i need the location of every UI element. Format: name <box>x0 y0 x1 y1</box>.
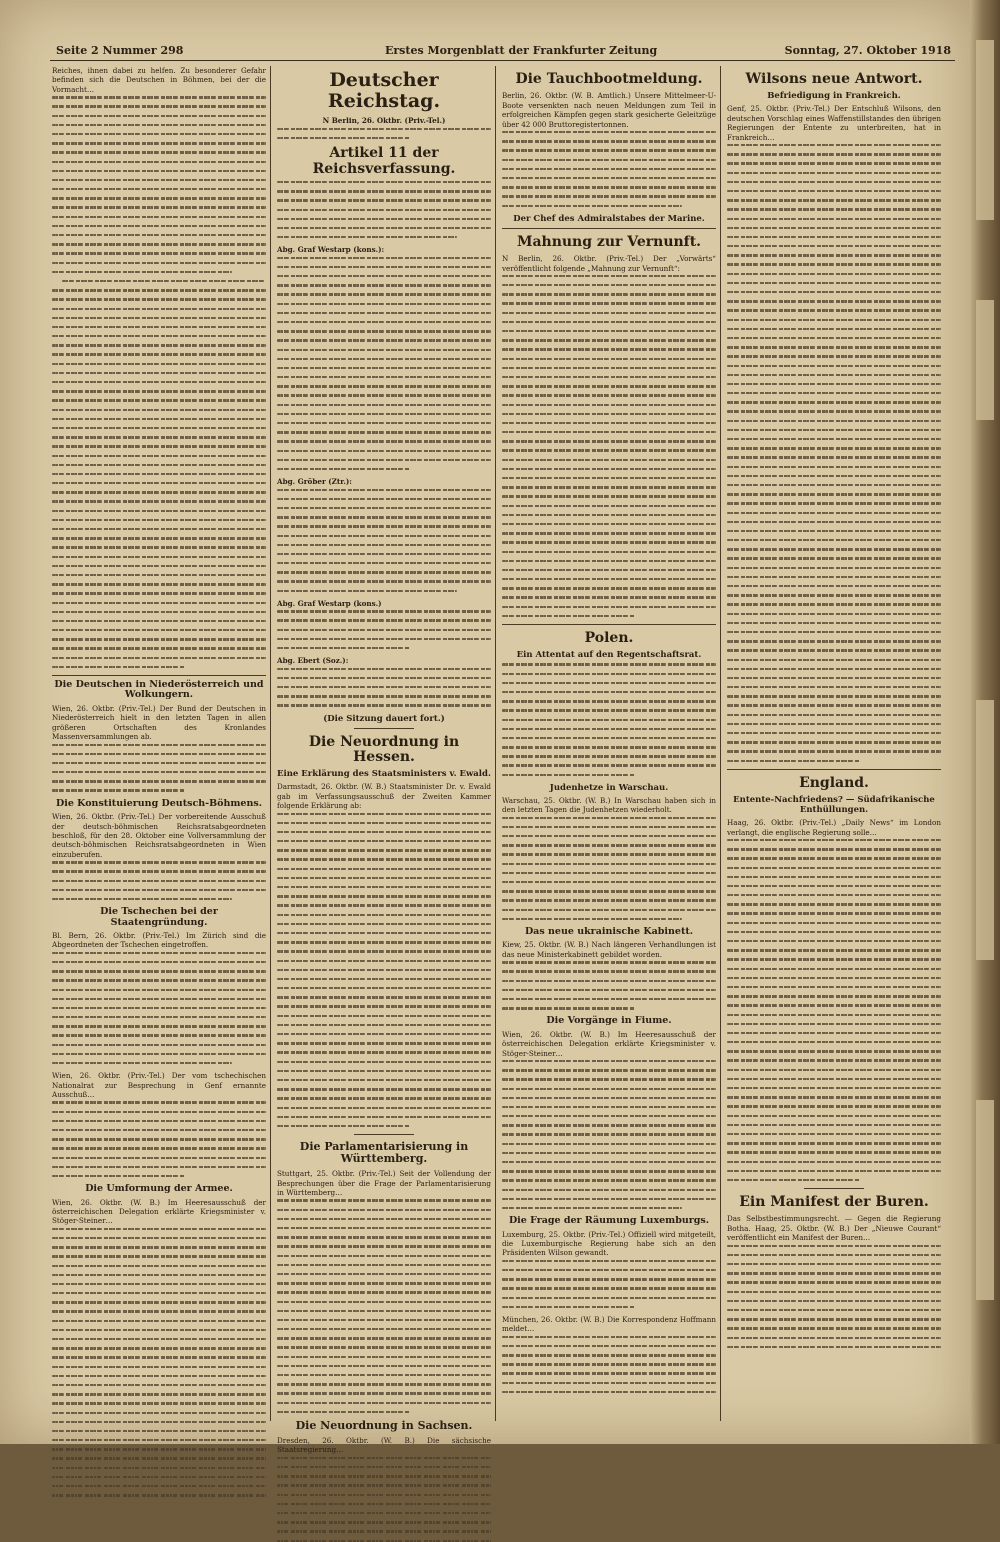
section-heading: Die Konstituierung Deutsch-Böhmens. <box>55 797 263 809</box>
session-note: (Die Sitzung dauert fort.) <box>323 713 445 724</box>
speaker-name: Abg. Ebert (Soz.): <box>277 656 349 666</box>
section-subheading: Ein Attentat auf den Regentschaftsrat. <box>516 650 702 661</box>
section-heading: Die Tauchbootmeldung. <box>515 71 703 87</box>
section-heading: Wilsons neue Antwort. <box>745 71 923 87</box>
column-2 <box>277 66 491 1455</box>
article-text: Wien, 26. Oktbr. (W. B.) Im Heeresausschuß der österreichischen Delegation erklärte Kriegsminister v. Stöger-Steiner… <box>502 1029 716 1058</box>
section-heading: England. <box>799 774 869 791</box>
section-subheading: Befriedigung in Frankreich. <box>767 91 901 102</box>
section-heading: Mahnung zur Vernunft. <box>516 233 702 250</box>
article-text: Darmstadt, 26. Oktbr. (W. B.) Staatsminister Dr. v. Ewald gab im Verfassungsausschuß der Zweiten Kammer folgende Erklärung ab: <box>277 782 491 811</box>
article-text: Berlin, 26. Oktbr. (W. B. Amtlich.) Unsere Mittelmeer-U-Boote versenkten nach neuen Meldungen zum Teil in erfolgreichen Kämpfen gegen stark gesicherte Geleitzüge über 42 000 Bruttoregistertonnen. <box>502 91 716 129</box>
article-text: Dresden, 26. Oktbr. (W. B.) Die sächsische Staatsregierung… <box>277 1436 491 1455</box>
speaker-name: Abg. Gröber (Ztr.): <box>277 477 352 487</box>
column-rule <box>495 66 496 1421</box>
section-heading: Das neue ukrainische Kabinett. <box>524 925 694 937</box>
article-text: Das Selbstbestimmungsrecht. — Gegen die Regierung Botha. Haag, 25. Oktbr. (W. B.) Der „Nieuwe Courant“ veröffentlicht ein Manifest der Buren… <box>727 1214 941 1243</box>
section-heading: Die Vorgänge in Fiume. <box>546 1015 672 1027</box>
article-text: Warschau, 25. Oktbr. (W. B.) In Warschau haben sich in den letzten Tagen die Judenhetzen wiederholt. <box>502 795 716 815</box>
body-text-block <box>52 96 266 668</box>
section-heading: Die Neuordnung in Hessen. <box>308 733 460 765</box>
section-heading: Die Deutschen in Niederösterreich und Wolkungern. <box>54 679 264 701</box>
article-text: Wien, 26. Oktbr. (Priv.-Tel.) Der vom tschechischen Nationalrat zur Besprechung in Genf ernannte Ausschuß… <box>52 1071 266 1099</box>
article-text: Bl. Bern, 26. Oktbr. (Priv.-Tel.) Im Zürich sind die Abgeordneten der Tschechen eingetroffen. <box>52 930 266 950</box>
article-text: Haag, 26. Oktbr. (Priv.-Tel.) „Daily News“ im London verlangt, die englische Regierung solle… <box>727 818 941 837</box>
signature: Der Chef des Admiralstabes der Marine. <box>513 213 705 224</box>
section-heading: Die Tschechen bei der Staatengründung. <box>100 906 218 928</box>
article-text: Kiew, 25. Oktbr. (W. B.) Nach längeren Verhandlungen ist das neue Ministerkabinett gebildet worden. <box>502 940 716 959</box>
section-heading: Die Umformung der Armee. <box>85 1183 233 1195</box>
page-number: Seite 2 Nummer 298 <box>56 44 184 57</box>
column-rule <box>720 66 721 1421</box>
article-text: N Berlin, 26. Oktbr. (Priv.-Tel.) Der „Vorwärts“ veröffentlicht folgende „Mahnung zur Vernunft“: <box>502 254 716 273</box>
speaker-name: Abg. Graf Westarp (kons.) <box>277 598 382 608</box>
section-heading: Ein Manifest der Buren. <box>739 1194 929 1211</box>
section-subheading: Entente-Nachfriedens? — Südafrikanische Enthüllungen. <box>733 795 935 816</box>
article-text: Reiches, ihnen dabei zu helfen. Zu besonderer Gefahr befinden sich die Deutschen in Böhmen, bei der die Vormacht… <box>52 66 266 94</box>
section-title: Deutscher Reichstag. <box>327 69 441 112</box>
speaker-name: Abg. Graf Westarp (kons.): <box>277 245 385 255</box>
section-subheading: Eine Erklärung des Staatsministers v. Ewald. <box>277 769 491 780</box>
dateline: N Berlin, 26. Oktbr. (Priv.-Tel.) <box>322 115 446 125</box>
article-text: Wien, 26. Oktbr. (W. B.) Im Heeresausschuß der österreichischen Delegation erklärte Kriegsminister v. Stöger-Steiner… <box>52 1197 266 1226</box>
section-heading: Artikel 11 der Reichsverfassung. <box>312 145 456 177</box>
section-heading: Die Frage der Räumung Luxemburgs. <box>508 1215 710 1227</box>
column-rule <box>270 66 271 1421</box>
article-text: Stuttgart, 25. Oktbr. (Priv.-Tel.) Seit der Vollendung der Besprechungen über die Frage der Parlamentarisierung in Württemberg… <box>277 1169 491 1198</box>
column-4 <box>727 66 941 1421</box>
section-subheading: Judenhetze in Warschau. <box>549 782 669 793</box>
article-text: München, 26. Oktbr. (W. B.) Die Korrespondenz Hoffmann meldet… <box>502 1314 716 1334</box>
adjacent-page-edge <box>970 0 1000 1444</box>
issue-date: Sonntag, 27. Oktober 1918 <box>784 44 951 57</box>
masthead: Erstes Morgenblatt der Frankfurter Zeitung <box>385 44 658 57</box>
article-text: Wien, 26. Oktbr. (Priv.-Tel.) Der Bund der Deutschen in Niederösterreich hielt in den letzten Tagen in allen größeren Ortschaften des Kronlandes Massenversammlungen ab. <box>52 703 266 742</box>
article-text: Wien, 26. Oktbr. (Priv.-Tel.) Der vorbereitende Ausschuß der deutsch-böhmischen Reichsratsabgeordneten beschloß, für den 28. Oktober eine Vollversammlung der deutsch-böhmischen Reichsratsabgeordneten in Wien einzuberufen. <box>52 812 266 859</box>
column-3 <box>502 66 716 1421</box>
article-text: Luxemburg, 25. Oktbr. (Priv.-Tel.) Offiziell wird mitgeteilt, die Luxemburgische Regierung habe sich an den Präsidenten Wilson gewandt. <box>502 1229 716 1258</box>
page-header <box>50 44 955 61</box>
column-1 <box>52 66 266 1421</box>
section-heading: Polen. <box>584 630 634 647</box>
article-text: Genf, 25. Oktbr. (Priv.-Tel.) Der Entschluß Wilsons, den deutschen Vorschlag eines Waffenstillstandes den übrigen Regierungen der Entente zu unterbreiten, hat in Frankreich… <box>727 104 941 142</box>
section-heading: Die Parlamentarisierung in Württemberg. <box>299 1140 469 1166</box>
section-heading: Die Neuordnung in Sachsen. <box>295 1418 473 1432</box>
